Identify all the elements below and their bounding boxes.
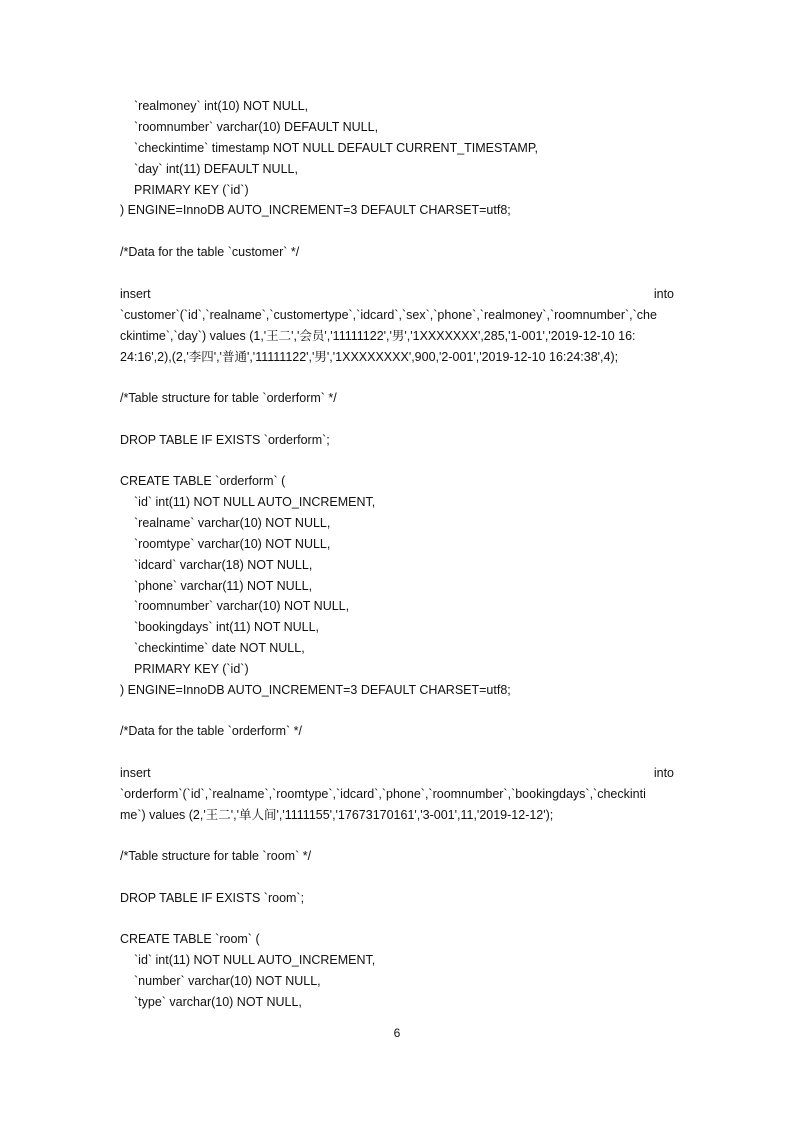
code-line: `realname` varchar(10) NOT NULL, — [134, 516, 331, 530]
code-line: ) ENGINE=InnoDB AUTO_INCREMENT=3 DEFAULT CHARSET=utf8; — [120, 683, 511, 697]
comment-line: /*Data for the table `customer` */ — [120, 245, 300, 259]
comment-line: /*Table structure for table `room` */ — [120, 849, 312, 863]
code-line: `type` varchar(10) NOT NULL, — [134, 995, 302, 1009]
insert-into-line — [120, 284, 674, 304]
page-number: 6 — [393, 1026, 401, 1040]
code-line: DROP TABLE IF EXISTS `room`; — [120, 891, 305, 905]
insert-keyword: insert — [120, 766, 151, 780]
code-line: CREATE TABLE `orderform` ( — [120, 474, 286, 488]
code-line: PRIMARY KEY (`id`) — [134, 662, 249, 676]
code-line: `roomnumber` varchar(10) DEFAULT NULL, — [134, 120, 379, 134]
code-line: `roomtype` varchar(10) NOT NULL, — [134, 537, 331, 551]
code-line: PRIMARY KEY (`id`) — [134, 183, 249, 197]
code-line: `checkintime` date NOT NULL, — [134, 641, 305, 655]
code-line: 24:16',2),(2,'李四','普通','11111122','男','1XXXXXXXX',900,'2-001','2019-12-10 16:24:38',4); — [120, 350, 619, 364]
comment-line: /*Data for the table `orderform` */ — [120, 724, 303, 738]
insert-keyword: insert — [120, 287, 151, 301]
code-line: `phone` varchar(11) NOT NULL, — [134, 579, 313, 593]
code-line: `idcard` varchar(18) NOT NULL, — [134, 558, 313, 572]
code-line: `checkintime` timestamp NOT NULL DEFAULT CURRENT_TIMESTAMP, — [134, 141, 539, 155]
insert-into-line — [120, 763, 674, 783]
code-line: CREATE TABLE `room` ( — [120, 932, 260, 946]
code-line: DROP TABLE IF EXISTS `orderform`; — [120, 433, 330, 447]
into-keyword: into — [653, 766, 674, 780]
code-line: `id` int(11) NOT NULL AUTO_INCREMENT, — [134, 953, 376, 967]
code-line: me`) values (2,'王二','单人间','1111155','17673170161','3-001',11,'2019-12-12'); — [120, 808, 554, 822]
code-line: `id` int(11) NOT NULL AUTO_INCREMENT, — [134, 495, 376, 509]
code-line: `realmoney` int(10) NOT NULL, — [134, 99, 309, 113]
into-keyword: into — [653, 287, 674, 301]
code-line: `day` int(11) DEFAULT NULL, — [134, 162, 298, 176]
code-line: `number` varchar(10) NOT NULL, — [134, 974, 321, 988]
code-line: `customer`(`id`,`realname`,`customertype`,`idcard`,`sex`,`phone`,`realmoney`,`roomnumber`,`che — [120, 308, 657, 322]
code-line: `bookingdays` int(11) NOT NULL, — [134, 620, 320, 634]
code-line: ckintime`,`day`) values (1,'王二','会员','11111122','男','1XXXXXXX',285,'1-001','2019-12-10 16: — [120, 329, 636, 343]
code-line: `orderform`(`id`,`realname`,`roomtype`,`idcard`,`phone`,`roomnumber`,`bookingdays`,`checkinti — [120, 787, 646, 801]
code-line: ) ENGINE=InnoDB AUTO_INCREMENT=3 DEFAULT CHARSET=utf8; — [120, 203, 511, 217]
comment-line: /*Table structure for table `orderform` */ — [120, 391, 337, 405]
code-line: `roomnumber` varchar(10) NOT NULL, — [134, 599, 350, 613]
